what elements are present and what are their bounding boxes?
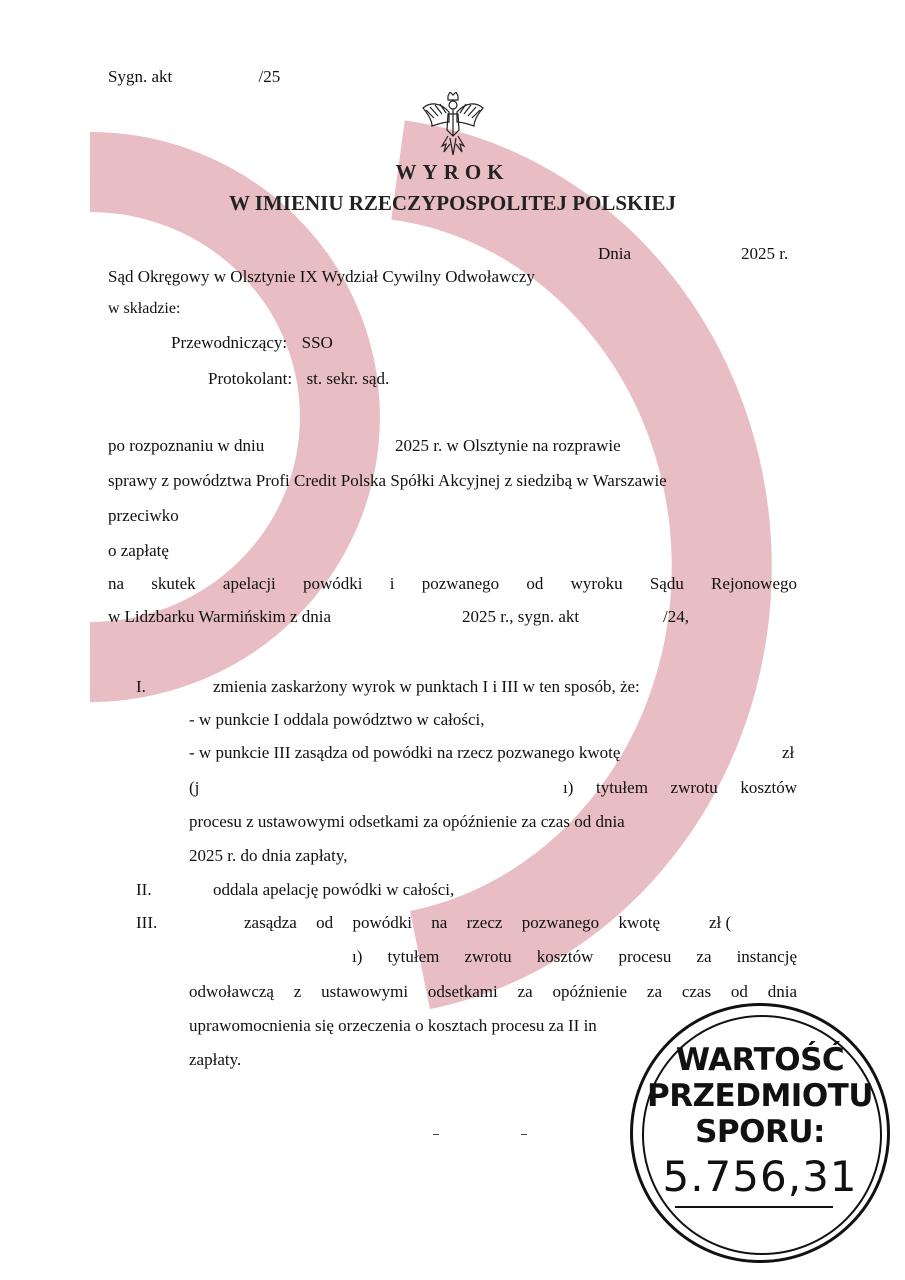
clerk-value: st. sekr. sąd. bbox=[306, 369, 390, 388]
plaintiff-line: sprawy z powództwa Profi Credit Polska Spółki Akcyjnej z siedzibą w Warszawie bbox=[108, 471, 667, 490]
ruling-3-number: III. bbox=[136, 913, 158, 932]
composition-label: w składzie: bbox=[108, 300, 181, 317]
dispute-value-stamp bbox=[630, 1003, 890, 1263]
ruling-1-sub5: 2025 r. do dnia zapłaty, bbox=[189, 846, 348, 865]
signature-dash-left bbox=[433, 1134, 439, 1135]
ruling-3-text-b: zł ( bbox=[709, 913, 732, 932]
hearing-date-line-start: po rozpoznaniu w dniu bbox=[108, 436, 265, 455]
ruling-1-sub3-b: ı) tytułem zwrotu kosztów bbox=[563, 778, 797, 797]
lower-court-line-b: 2025 r., sygn. akt bbox=[462, 607, 580, 626]
stamp-line-2: PRZEDMIOTU bbox=[646, 1078, 874, 1114]
ruling-2-text: oddala apelację powódki w całości, bbox=[213, 880, 455, 899]
document-subtitle: W IMIENIU RZECZYPOSPOLITEJ POLSKIEJ bbox=[228, 191, 677, 215]
document-title: WYROK bbox=[395, 160, 510, 184]
stamp-line-3: SPORU: bbox=[695, 1114, 825, 1150]
ruling-3-line3: odwoławczą z ustawowymi odsetkami za opóźnienie za czas od dnia bbox=[189, 982, 797, 1001]
hearing-date-line-end: 2025 r. w Olsztynie na rozprawie bbox=[395, 436, 621, 455]
lower-court-line-a: w Lidzbarku Warmińskim z dnia bbox=[108, 607, 332, 626]
lower-court-line-c: /24, bbox=[663, 607, 689, 626]
defendant-line: przeciwko bbox=[108, 506, 179, 525]
clerk-label: Protokolant: bbox=[208, 369, 293, 388]
ruling-3-line4: uprawomocnienia się orzeczenia o kosztach procesu za II in bbox=[189, 1016, 597, 1035]
ruling-2-number: II. bbox=[136, 880, 152, 899]
subject-line: o zapłatę bbox=[108, 541, 169, 560]
date-year: 2025 r. bbox=[741, 244, 789, 263]
court-name: Sąd Okręgowy w Olsztynie IX Wydział Cywilny Odwoławczy bbox=[108, 267, 535, 286]
ruling-1-sub4: procesu z ustawowymi odsetkami za opóźnienie za czas od dnia bbox=[189, 812, 625, 831]
stamp-amount: 5.756,31 bbox=[662, 1152, 858, 1201]
stamp-underline bbox=[675, 1206, 833, 1208]
signature-dash-right bbox=[521, 1134, 527, 1135]
ruling-1-sub1: - w punkcie I oddala powództwo w całości, bbox=[189, 710, 485, 729]
ruling-1-sub2-b: zł bbox=[782, 743, 795, 762]
case-signature bbox=[108, 67, 280, 87]
chair-label: Przewodniczący: bbox=[171, 333, 288, 352]
ruling-1-text: zmienia zaskarżony wyrok w punktach I i III w ten sposób, że: bbox=[213, 677, 640, 696]
chair-value: SSO bbox=[301, 333, 333, 352]
date-label: Dnia bbox=[598, 244, 632, 263]
ruling-3-line5: zapłaty. bbox=[189, 1050, 242, 1069]
ruling-3-line2: ı) tytułem zwrotu kosztów procesu za instancję bbox=[352, 947, 797, 966]
clerk-row bbox=[208, 369, 389, 389]
appeal-line: na skutek apelacji powódki i pozwanego od wyroku Sądu Rejonowego bbox=[108, 574, 797, 593]
chair-row bbox=[171, 333, 333, 353]
case-signature-label: Sygn. akt bbox=[108, 67, 173, 86]
ruling-1-number: I. bbox=[136, 677, 146, 696]
watermark-arc-right bbox=[398, 170, 722, 960]
case-signature-suffix: /25 bbox=[258, 67, 281, 86]
ruling-3-text-a: zasądza od powódki na rzecz pozwanego kwotę bbox=[244, 913, 660, 932]
stamp-line-1: WARTOŚĆ bbox=[675, 1042, 845, 1078]
ruling-1-sub3-a: (j bbox=[189, 778, 200, 797]
polish-eagle-emblem bbox=[420, 92, 486, 156]
ruling-1-sub2-a: - w punkcie III zasądza od powódki na rzecz pozwanego kwotę bbox=[189, 743, 621, 762]
